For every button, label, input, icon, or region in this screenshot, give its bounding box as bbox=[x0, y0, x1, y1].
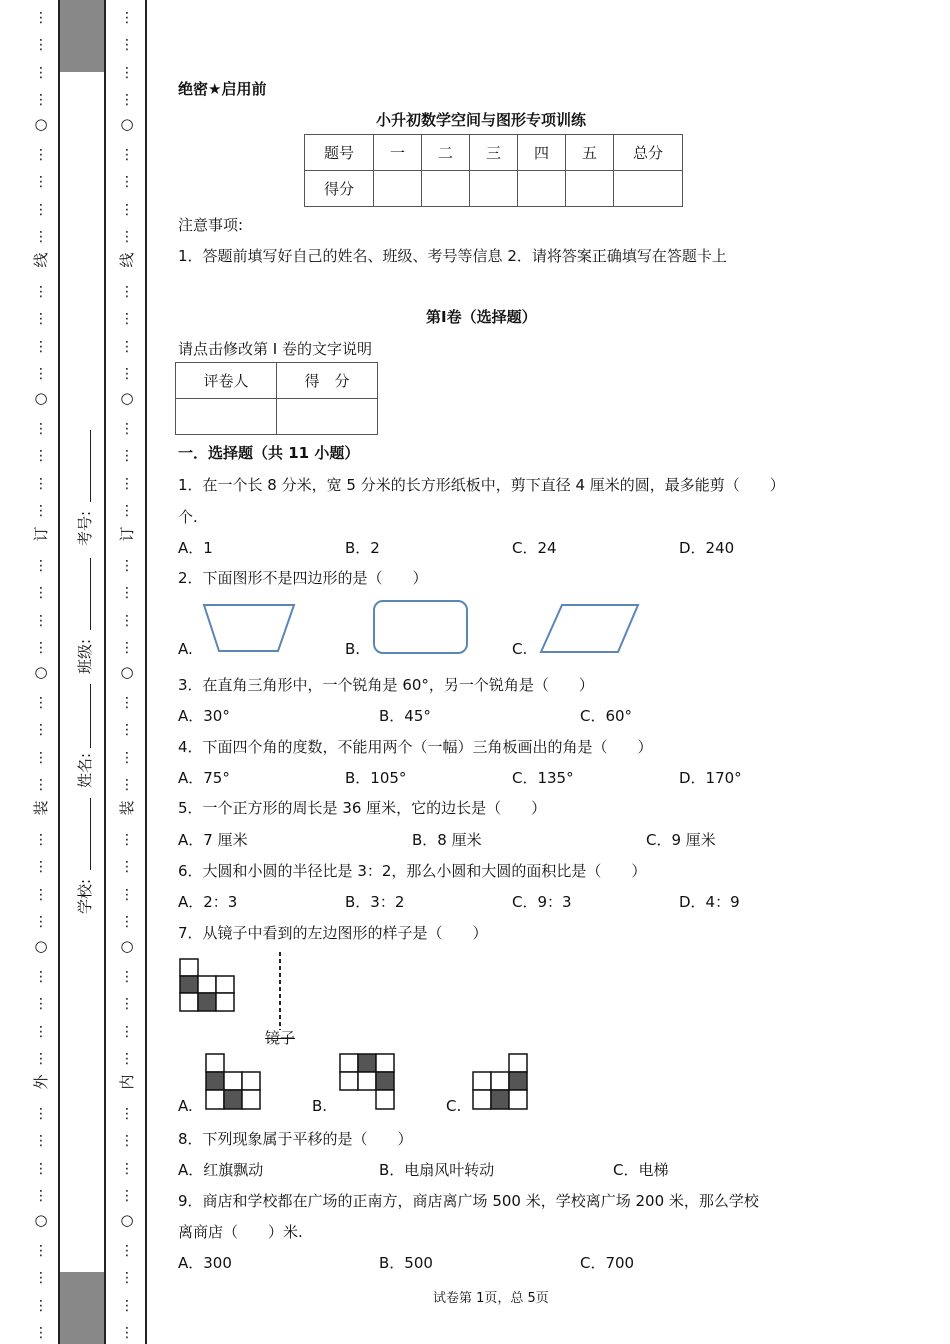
score-table-header-cell: 总分 bbox=[614, 135, 683, 171]
dot-mark: ⋮ bbox=[120, 65, 134, 81]
dot-mark: ⋮ bbox=[34, 229, 48, 245]
original-grid-figure bbox=[180, 959, 234, 1011]
question-stem: 3．在直角三角形中，一个锐角是 60°，另一个锐角是（ ） bbox=[178, 676, 594, 694]
option-c[interactable]: C．24 bbox=[512, 539, 557, 557]
name-label: 姓名: bbox=[76, 752, 95, 789]
question-stem: 6．大圆和小圆的半径比是 3：2，那么小圆和大圆的面积比是（ ） bbox=[178, 862, 647, 880]
section-title: 第Ⅰ卷（选择题） bbox=[426, 308, 537, 326]
circle-mark: ○ bbox=[34, 115, 48, 133]
dot-mark: ⋮ bbox=[34, 476, 48, 492]
circle-mark: ○ bbox=[120, 389, 134, 407]
dot-mark: ⋮ bbox=[34, 832, 48, 848]
question-stem: 2．下面图形不是四边形的是（ ） bbox=[178, 569, 428, 587]
dot-mark: ⋮ bbox=[34, 969, 48, 985]
dot-mark: ⋮ bbox=[120, 311, 134, 327]
option-a[interactable]: A．1 bbox=[178, 539, 213, 557]
dot-mark: ⋮ bbox=[34, 421, 48, 437]
outer-margin-label: 外 bbox=[32, 1074, 50, 1090]
dot-mark: ⋮ bbox=[34, 1051, 48, 1067]
dot-mark: ⋮ bbox=[34, 10, 48, 26]
dot-mark: ⋮ bbox=[34, 1188, 48, 1204]
dot-mark: ⋮ bbox=[120, 914, 134, 930]
dot-mark: ⋮ bbox=[34, 777, 48, 793]
circle-mark: ○ bbox=[34, 937, 48, 955]
option-c[interactable]: C．9：3 bbox=[512, 893, 572, 911]
dot-mark: ⋮ bbox=[34, 887, 48, 903]
dot-mark: ⋮ bbox=[34, 284, 48, 300]
score-table-header-cell: 二 bbox=[422, 135, 470, 171]
question-stem: 5．一个正方形的周长是 36 厘米，它的边长是（ ） bbox=[178, 799, 547, 817]
confidential-mark: 绝密★启用前 bbox=[178, 80, 267, 98]
option-a[interactable]: A．2：3 bbox=[178, 893, 238, 911]
page-title: 小升初数学空间与图形专项训练 bbox=[376, 111, 587, 129]
question-stem: 1．在一个长 8 分米，宽 5 分米的长方形纸板中，剪下直径 4 厘米的圆，最多能剪（ ） bbox=[178, 476, 785, 494]
option-b-figure bbox=[340, 1054, 394, 1109]
dot-mark: ⋮ bbox=[120, 1106, 134, 1122]
dot-mark: ⋮ bbox=[34, 722, 48, 738]
dot-mark: ⋮ bbox=[120, 1051, 134, 1067]
dot-mark: ⋮ bbox=[34, 613, 48, 629]
dot-mark: ⋮ bbox=[120, 695, 134, 711]
dot-mark: ⋮ bbox=[120, 448, 134, 464]
option-b[interactable]: B．3：2 bbox=[345, 893, 405, 911]
outer-margin-label: 装 bbox=[32, 800, 50, 816]
dot-mark: ⋮ bbox=[120, 640, 134, 656]
dot-mark: ⋮ bbox=[120, 750, 134, 766]
option-b[interactable]: B. bbox=[345, 640, 361, 658]
dot-mark: ⋮ bbox=[34, 1325, 48, 1341]
option-b[interactable]: B．2 bbox=[345, 539, 380, 557]
part-title: 一．选择题（共 11 小题） bbox=[178, 444, 360, 462]
question-stem-cont: 个. bbox=[178, 508, 198, 526]
option-a[interactable]: A．75° bbox=[178, 769, 230, 787]
option-d[interactable]: D．240 bbox=[679, 539, 735, 557]
dot-mark: ⋮ bbox=[120, 558, 134, 574]
dot-mark: ⋮ bbox=[120, 613, 134, 629]
notes-line: 1．答题前填写好自己的姓名、班级、考号等信息 2．请将答案正确填写在答题卡上 bbox=[178, 247, 727, 265]
option-b[interactable]: B．500 bbox=[379, 1254, 433, 1272]
option-b[interactable]: B．45° bbox=[379, 707, 431, 725]
dot-mark: ⋮ bbox=[34, 366, 48, 382]
dot-mark: ⋮ bbox=[120, 1325, 134, 1341]
option-a[interactable]: A．300 bbox=[178, 1254, 232, 1272]
circle-mark: ○ bbox=[34, 663, 48, 681]
dot-mark: ⋮ bbox=[120, 229, 134, 245]
option-c[interactable]: C．60° bbox=[580, 707, 633, 725]
dot-mark: ⋮ bbox=[34, 65, 48, 81]
dot-mark: ⋮ bbox=[34, 147, 48, 163]
option-a[interactable]: A．30° bbox=[178, 707, 230, 725]
school-label: 学校: bbox=[76, 878, 95, 915]
circle-mark: ○ bbox=[120, 937, 134, 955]
dot-mark: ⋮ bbox=[120, 859, 134, 875]
option-c-figure bbox=[473, 1054, 527, 1109]
dot-mark: ⋮ bbox=[120, 1243, 134, 1259]
dot-mark: ⋮ bbox=[120, 1298, 134, 1314]
notes-heading: 注意事项: bbox=[178, 216, 244, 234]
dot-mark: ⋮ bbox=[34, 92, 48, 108]
dot-mark: ⋮ bbox=[120, 366, 134, 382]
dot-mark: ⋮ bbox=[34, 448, 48, 464]
dot-mark: ⋮ bbox=[34, 914, 48, 930]
dot-mark: ⋮ bbox=[34, 503, 48, 519]
score-table-header-cell: 一 bbox=[374, 135, 422, 171]
dot-mark: ⋮ bbox=[120, 147, 134, 163]
option-a-figure bbox=[206, 1054, 260, 1109]
dot-mark: ⋮ bbox=[120, 1133, 134, 1149]
dot-mark: ⋮ bbox=[34, 1133, 48, 1149]
circle-mark: ○ bbox=[120, 115, 134, 133]
dot-mark: ⋮ bbox=[34, 1243, 48, 1259]
dot-mark: ⋮ bbox=[34, 1270, 48, 1286]
dot-mark: ⋮ bbox=[120, 1161, 134, 1177]
dot-mark: ⋮ bbox=[34, 996, 48, 1012]
section-description: 请点击修改第 I 卷的文字说明 bbox=[178, 340, 372, 358]
dot-mark: ⋮ bbox=[34, 558, 48, 574]
dot-mark: ⋮ bbox=[34, 585, 48, 601]
dot-mark: ⋮ bbox=[120, 10, 134, 26]
circle-mark: ○ bbox=[120, 663, 134, 681]
dot-mark: ⋮ bbox=[120, 476, 134, 492]
option-c[interactable]: C．135° bbox=[512, 769, 574, 787]
dot-mark: ⋮ bbox=[120, 722, 134, 738]
question-stem: 9．商店和学校都在广场的正南方，商店离广场 500 米，学校离广场 200 米，那么学校 bbox=[178, 1192, 759, 1210]
dot-mark: ⋮ bbox=[34, 311, 48, 327]
exam-number-label: 考号: bbox=[76, 510, 95, 547]
dot-mark: ⋮ bbox=[120, 832, 134, 848]
dot-mark: ⋮ bbox=[120, 1270, 134, 1286]
circle-mark: ○ bbox=[120, 1211, 134, 1229]
option-a[interactable]: A．红旗飘动 bbox=[178, 1161, 264, 1179]
option-b[interactable]: B．8 厘米 bbox=[412, 831, 482, 849]
option-b[interactable]: B．电扇风叶转动 bbox=[379, 1161, 495, 1179]
question-stem-cont: 离商店（ ）米. bbox=[178, 1223, 303, 1241]
dot-mark: ⋮ bbox=[120, 777, 134, 793]
dot-mark: ⋮ bbox=[120, 421, 134, 437]
dot-mark: ⋮ bbox=[120, 1024, 134, 1040]
dot-mark: ⋮ bbox=[34, 1161, 48, 1177]
option-d[interactable]: D．4：9 bbox=[679, 893, 740, 911]
inner-margin-label: 线 bbox=[118, 252, 136, 268]
dot-mark: ⋮ bbox=[120, 92, 134, 108]
dot-mark: ⋮ bbox=[120, 339, 134, 355]
grader-score-header: 得 分 bbox=[277, 363, 378, 399]
option-c[interactable]: C. bbox=[512, 640, 528, 658]
score-table-header-cell: 四 bbox=[518, 135, 566, 171]
question-stem: 8．下列现象属于平移的是（ ） bbox=[178, 1130, 413, 1148]
dot-mark: ⋮ bbox=[34, 1024, 48, 1040]
dot-mark: ⋮ bbox=[34, 695, 48, 711]
dot-mark: ⋮ bbox=[120, 996, 134, 1012]
circle-mark: ○ bbox=[34, 389, 48, 407]
option-a[interactable]: A．7 厘米 bbox=[178, 831, 248, 849]
dot-mark: ⋮ bbox=[120, 503, 134, 519]
outer-margin-label: 线 bbox=[32, 252, 50, 268]
circle-mark: ○ bbox=[34, 1211, 48, 1229]
question-stem: 4．下面四个角的度数，不能用两个（一幅）三角板画出的角是（ ） bbox=[178, 738, 653, 756]
dot-mark: ⋮ bbox=[34, 859, 48, 875]
dot-mark: ⋮ bbox=[120, 284, 134, 300]
dot-mark: ⋮ bbox=[120, 37, 134, 53]
mirror-label: 镜子 bbox=[265, 1029, 296, 1047]
dot-mark: ⋮ bbox=[120, 1188, 134, 1204]
option-c[interactable]: C．9 厘米 bbox=[646, 831, 716, 849]
option-c[interactable]: C．700 bbox=[580, 1254, 635, 1272]
page-footer: 试卷第 1页，总 5页 bbox=[433, 1291, 549, 1306]
dot-mark: ⋮ bbox=[120, 202, 134, 218]
option-c[interactable]: C．电梯 bbox=[613, 1161, 669, 1179]
dot-mark: ⋮ bbox=[34, 202, 48, 218]
dot-mark: ⋮ bbox=[34, 640, 48, 656]
dot-mark: ⋮ bbox=[34, 37, 48, 53]
option-c[interactable]: C. bbox=[446, 1097, 462, 1115]
class-label: 班级: bbox=[76, 638, 95, 675]
dot-mark: ⋮ bbox=[120, 174, 134, 190]
option-d[interactable]: D．170° bbox=[679, 769, 742, 787]
option-a[interactable]: A. bbox=[178, 640, 193, 658]
inner-margin-label: 订 bbox=[118, 526, 136, 542]
grader-header: 评卷人 bbox=[176, 363, 277, 399]
score-table-header-cell: 题号 bbox=[305, 135, 374, 171]
option-a[interactable]: A. bbox=[178, 1097, 193, 1115]
option-b[interactable]: B．105° bbox=[345, 769, 407, 787]
inner-margin-label: 内 bbox=[118, 1074, 136, 1090]
question-stem: 7．从镜子中看到的左边图形的样子是（ ） bbox=[178, 924, 488, 942]
dot-mark: ⋮ bbox=[120, 887, 134, 903]
dot-mark: ⋮ bbox=[34, 339, 48, 355]
dot-mark: ⋮ bbox=[34, 174, 48, 190]
dot-mark: ⋮ bbox=[34, 1298, 48, 1314]
dot-mark: ⋮ bbox=[34, 750, 48, 766]
score-row-label: 得分 bbox=[305, 171, 374, 207]
dot-mark: ⋮ bbox=[34, 1106, 48, 1122]
outer-margin-label: 订 bbox=[32, 526, 50, 542]
score-table-header-cell: 三 bbox=[470, 135, 518, 171]
score-table-header-cell: 五 bbox=[566, 135, 614, 171]
inner-margin-label: 装 bbox=[118, 800, 136, 816]
dot-mark: ⋮ bbox=[120, 585, 134, 601]
option-b[interactable]: B. bbox=[312, 1097, 328, 1115]
dot-mark: ⋮ bbox=[120, 969, 134, 985]
